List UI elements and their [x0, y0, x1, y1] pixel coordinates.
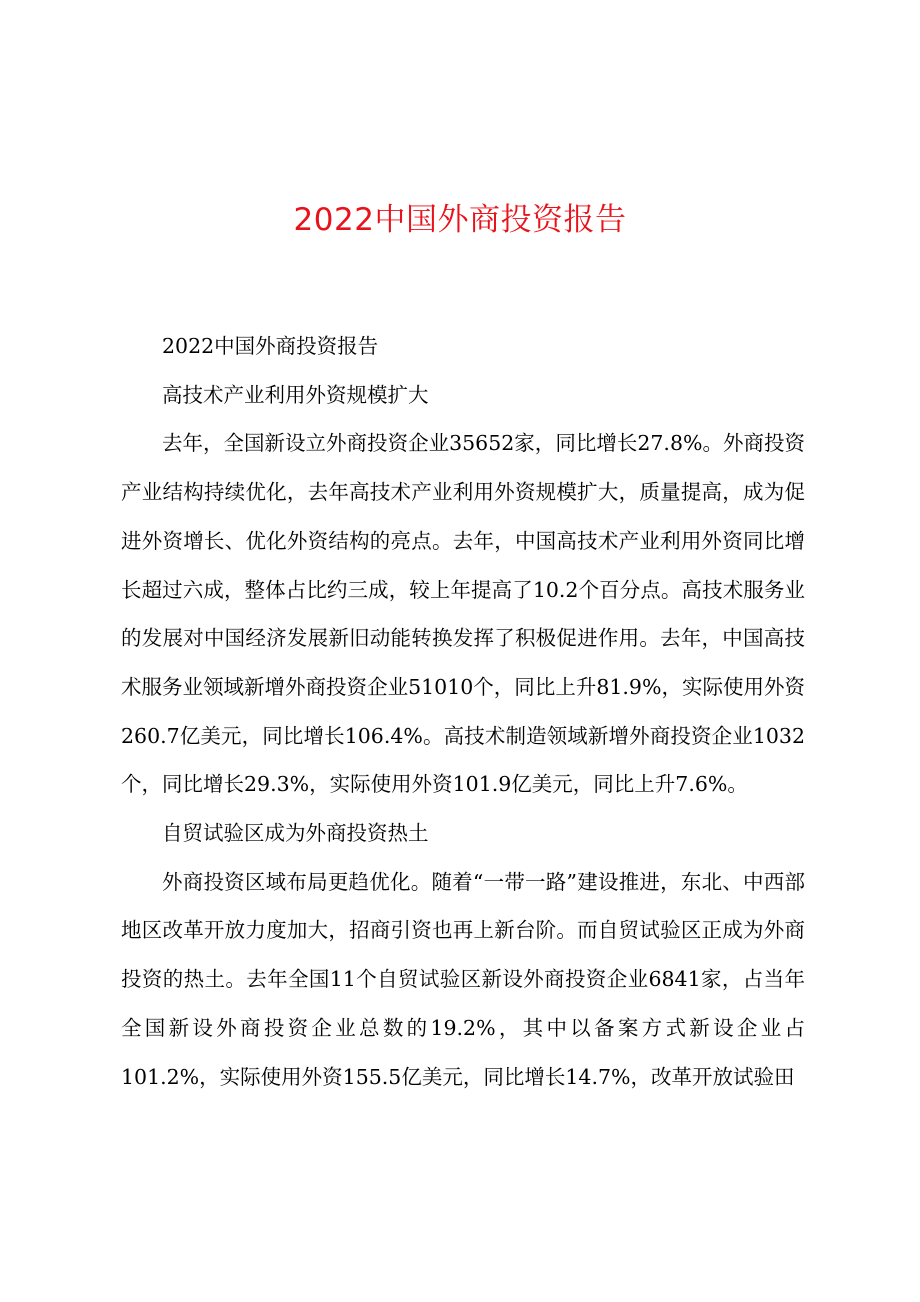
document-title: 2022中国外商投资报告	[293, 202, 627, 238]
document-body	[121, 322, 805, 1101]
section-heading: 自贸试验区成为外商投资热土	[162, 821, 429, 846]
paragraph: 去年，全国新设立外商投资企业35652家，同比增长27.8%。外商投资产业结构持续优化，去年高技术产业利用外资规模扩大，质量提高，成为促进外资增长、优化外资结构的亮点。去年，中国高技术产业利用外资同比增长超过六成，整体占比约三成，较上年提高了10.2个百分点。高技术服务业的发展对中国经济发展新旧动能转换发挥了积极促进作用。去年，中国高技术服务业领域新增外商投资企业51010个，同比上升81.9%，实际使用外资260.7亿美元，同比增长106.4%。高技术制造领域新增外商投资企业1032个，同比增长29.3%，实际使用外资101.9亿美元，同比上升7.6%。	[121, 431, 805, 797]
section-heading: 高技术产业利用外资规模扩大	[162, 382, 429, 407]
paragraph-heading: 2022中国外商投资报告	[162, 334, 379, 358]
paragraph: 外商投资区域布局更趋优化。随着“一带一路”建设推进，东北、中西部地区改革开放力度加大，招商引资也再上新台阶。而自贸试验区正成为外商投资的热土。去年全国11个自贸试验区新设外商投资企业6841家，占当年全国新设外商投资企业总数的19.2%，其中以备案方式新设企业占101.2%，实际使用外资155.5亿美元，同比增长14.7%，改革开放试验田	[121, 869, 805, 1089]
